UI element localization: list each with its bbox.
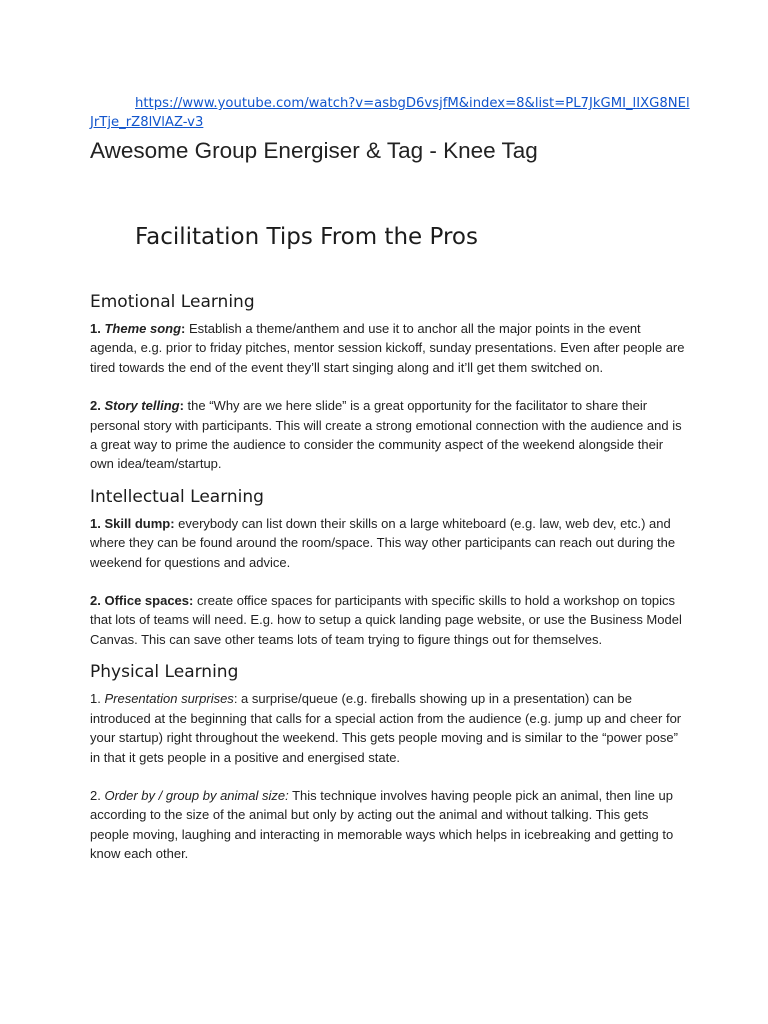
section-heading: Physical Learning xyxy=(90,662,239,683)
tip-number: 1. xyxy=(90,515,101,531)
tip-body: everybody can list down their skills on a large whiteboard (e.g. law, web dev, etc.) and where they can be found around the room/space. This way other participants can reach out during the weekend for questions and advice. xyxy=(90,515,676,570)
tip-theme-song xyxy=(90,319,690,377)
tip-presentation-surprises xyxy=(90,689,690,767)
document-content xyxy=(90,289,690,874)
tip-number: 1. xyxy=(90,691,101,707)
tip-number: 1. xyxy=(90,321,101,336)
tip-office-spaces xyxy=(90,591,690,649)
tip-name: Office spaces: xyxy=(104,593,194,609)
tip-number: 2. xyxy=(90,398,101,414)
tip-name: Theme song xyxy=(104,321,182,336)
tip-name: Presentation surprises xyxy=(104,691,234,707)
tip-name: Order by / group by animal size: xyxy=(104,787,289,803)
section-emotional-learning xyxy=(90,289,690,474)
tip-story-telling xyxy=(90,396,690,474)
tip-body: the “Why are we here slide” is a great opportunity for the facilitator to share their personal story with participants. This will create a strong emotional connection with the audience and is a great way to prime the audience to consider the community aspect of the weekend alongside their own idea/team/startup. xyxy=(90,398,682,472)
tip-name: Skill dump: xyxy=(104,515,175,531)
section-heading: Intellectual Learning xyxy=(90,486,264,507)
tip-body: : a surprise/queue (e.g. fireballs showing up in a presentation) can be introduced at the beginning that calls for a special action from the audience (e.g. jump up and cheer for your startup) right throughout the weekend. This gets people moving and is similar to the “power pose” in that it gets people in a positive and energised state. xyxy=(90,691,682,765)
video-title: Awesome Group Energiser & Tag - Knee Tag xyxy=(90,138,538,163)
tip-number: 2. xyxy=(90,593,101,609)
tip-separator: : xyxy=(179,398,184,414)
tip-separator: : xyxy=(181,321,186,336)
section-intellectual-learning xyxy=(90,484,690,649)
tip-body: Establish a theme/anthem and use it to anchor all the major points in the event agenda, e.g. prior to friday pitches, mentor session kickoff, sunday presentations. Even after people are tired towards the end of the event they’ll start singing along and it’ll get them switched on. xyxy=(90,321,685,375)
youtube-link[interactable]: https://www.youtube.com/watch?v=asbgD6vsjfM&index=8&list=PL7JkGMI_lIXG8NElJrTje_rZ8lVlAZ-v3 xyxy=(90,96,690,130)
tip-number: 2. xyxy=(90,787,101,803)
tip-body: This technique involves having people pick an animal, then line up according to the size of the animal but only by acting out the animal and without talking. This gets people moving, laughing and interacting in memorable ways which helps in icebreaking and getting to know each other. xyxy=(90,787,674,862)
tip-body: create office spaces for participants with specific skills to hold a workshop on topics that lots of teams will need. E.g. how to setup a quick landing page website, or use the Business Model Canvas. This can save other teams lots of team trying to figure things out for themselves. xyxy=(90,593,682,647)
tip-skill-dump xyxy=(90,514,690,572)
section-physical-learning xyxy=(90,659,690,863)
document-title: Facilitation Tips From the Pros xyxy=(135,224,478,250)
tip-name: Story telling xyxy=(104,398,180,414)
section-heading: Emotional Learning xyxy=(90,292,255,312)
tip-order-by-animal-size xyxy=(90,786,690,864)
